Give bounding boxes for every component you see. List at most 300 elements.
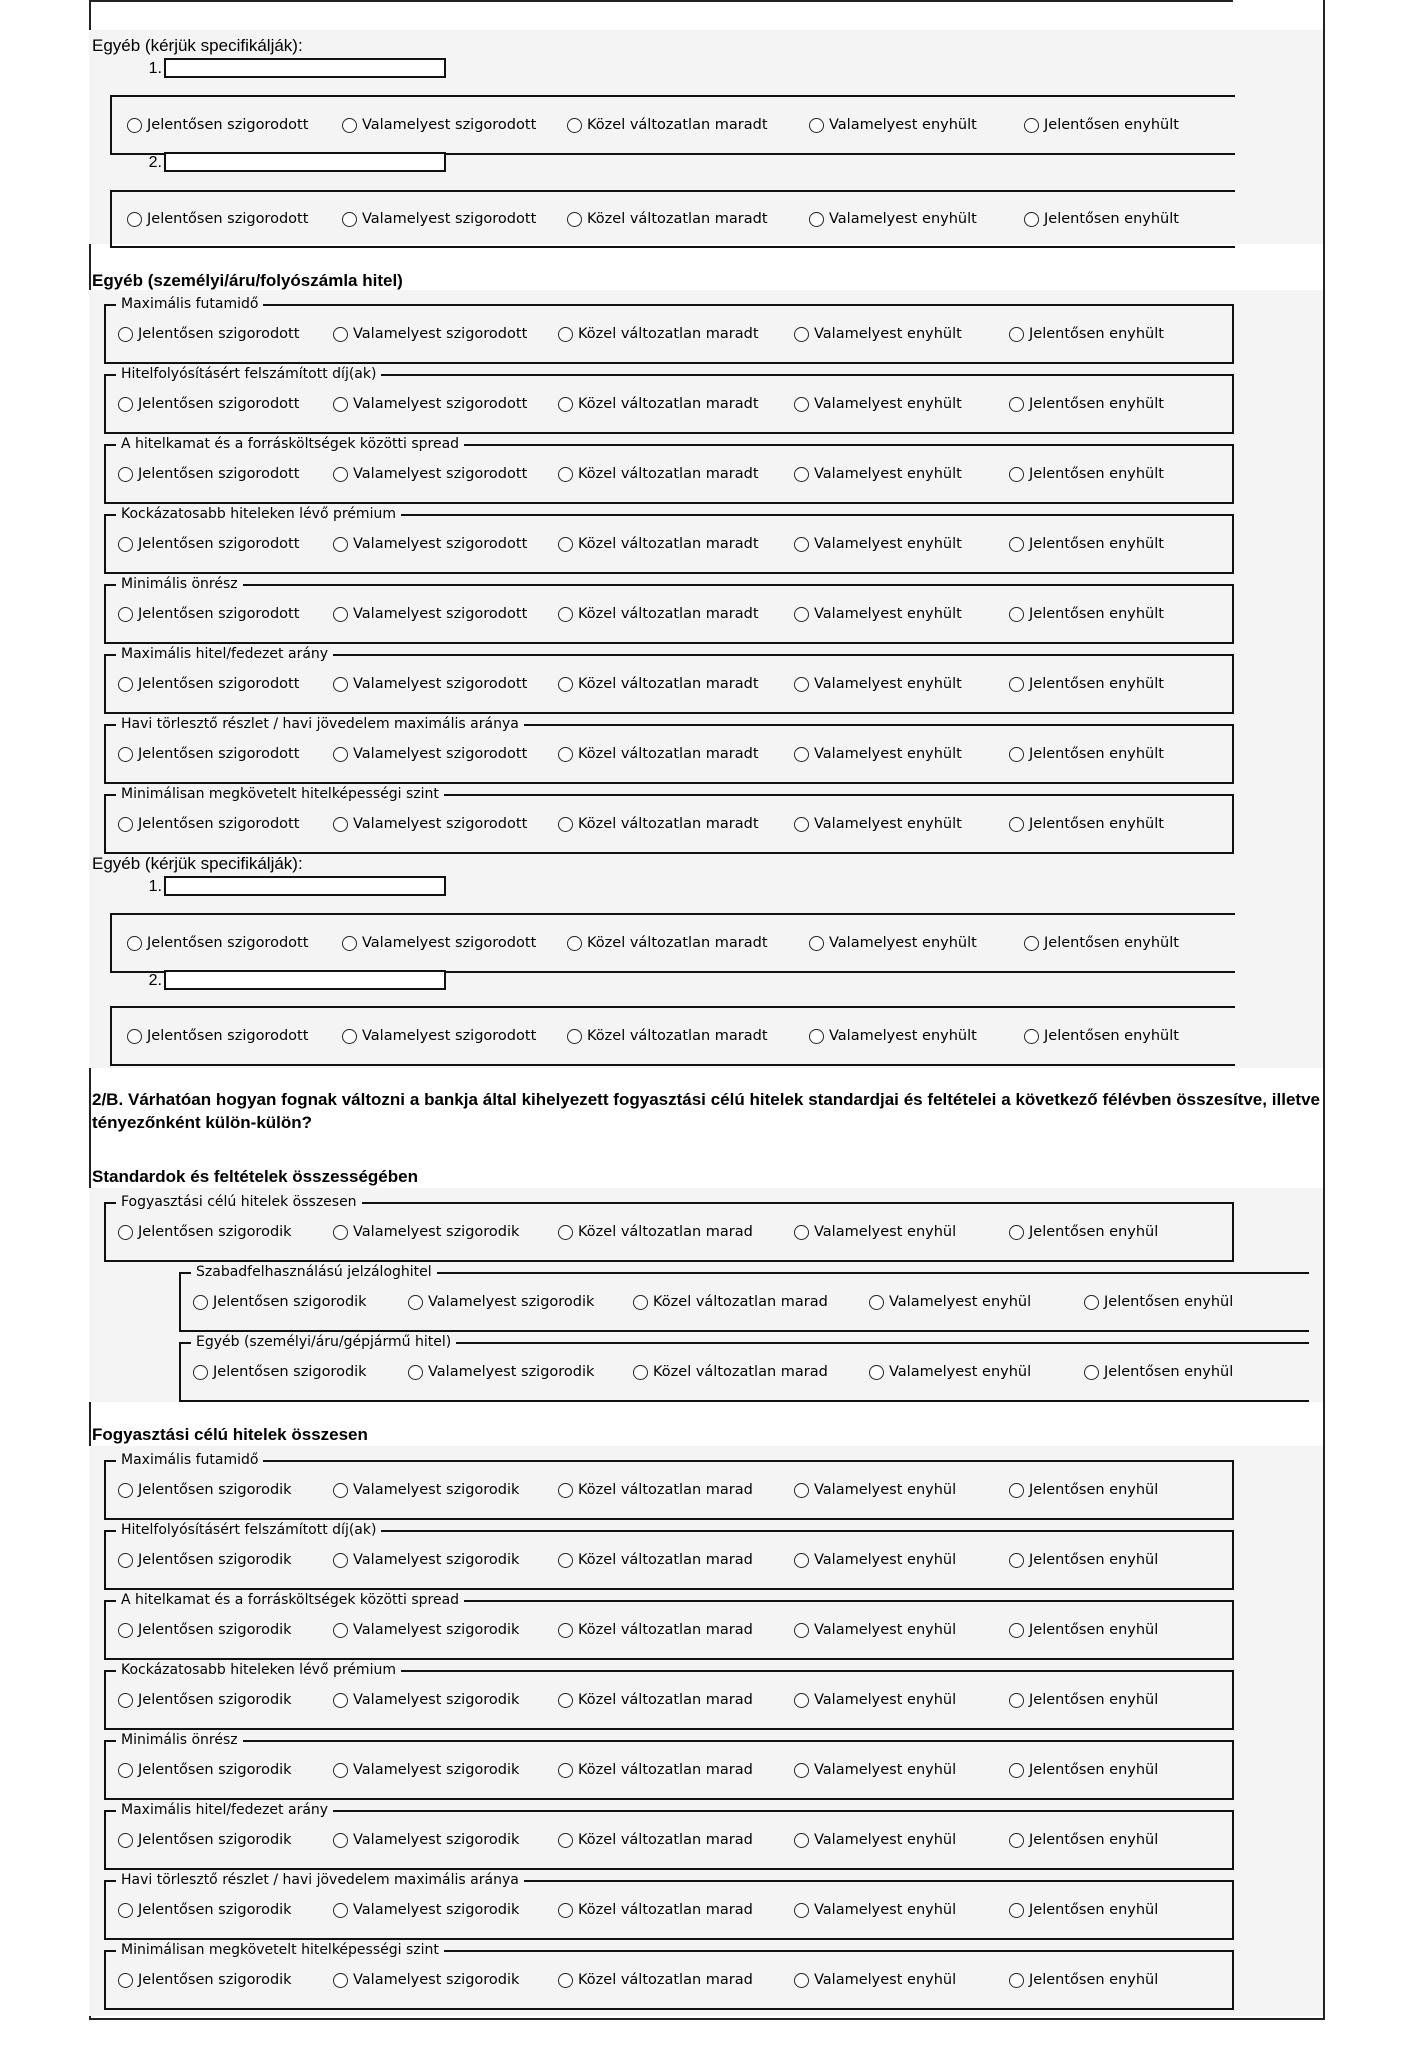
radio-circle-icon[interactable] [342,212,357,227]
radio-option[interactable] [1009,396,1164,412]
radio-option[interactable] [118,536,299,552]
radio-option-label: Közel változatlan marad [578,1482,753,1498]
radio-circle-icon[interactable] [567,1029,582,1044]
radio-option-label: Jelentősen szigorodott [138,326,300,342]
radio-option-label: Közel változatlan marad [578,1552,753,1568]
radio-option[interactable] [333,676,527,692]
radio-option-label: Valamelyest szigorodott [353,746,528,762]
radio-circle-icon[interactable] [794,467,809,482]
factor-group [104,296,1234,364]
radio-circle-icon[interactable] [1009,1483,1024,1498]
radio-circle-icon[interactable] [1009,1693,1024,1708]
radio-option[interactable] [333,606,527,622]
radio-circle-icon[interactable] [809,1029,824,1044]
radio-option[interactable] [558,326,759,342]
radio-circle-icon[interactable] [1009,677,1024,692]
radio-option[interactable] [794,396,962,412]
radio-circle-icon[interactable] [809,212,824,227]
radio-option-label: Közel változatlan maradt [578,606,759,622]
radio-option-label: Valamelyest szigorodik [428,1294,595,1310]
radio-option[interactable] [193,1294,367,1310]
radio-option[interactable] [118,466,299,482]
radio-option[interactable] [558,1902,753,1918]
radio-option[interactable] [794,676,962,692]
radio-option[interactable] [1024,1028,1179,1044]
radio-circle-icon[interactable] [1009,1763,1024,1778]
radio-circle-icon[interactable] [558,327,573,342]
radio-option[interactable] [558,1552,753,1568]
radio-option-label: Közel változatlan marad [578,1762,753,1778]
radio-option[interactable] [1009,1622,1158,1638]
radio-circle-icon[interactable] [118,607,133,622]
radio-circle-icon[interactable] [794,1903,809,1918]
group-legend: Hitelfolyósításért felszámított díj(ak) [116,1522,381,1538]
radio-circle-icon[interactable] [1024,212,1039,227]
other-specify-input-2[interactable] [164,970,446,990]
radio-option[interactable] [794,1692,956,1708]
radio-option[interactable] [1009,1482,1158,1498]
radio-option[interactable] [333,536,527,552]
radio-option-label: Valamelyest szigorodik [353,1552,520,1568]
radio-option[interactable] [567,1028,768,1044]
radio-circle-icon[interactable] [333,1903,348,1918]
radio-circle-icon[interactable] [1009,1225,1024,1240]
radio-option[interactable] [558,1692,753,1708]
radio-option[interactable] [794,1972,956,1988]
radio-option[interactable] [333,1972,519,1988]
radio-circle-icon[interactable] [127,212,142,227]
radio-circle-icon[interactable] [118,747,133,762]
radio-option-label: Közel változatlan marad [578,1972,753,1988]
radio-option[interactable] [1024,935,1179,951]
radio-circle-icon[interactable] [1009,467,1024,482]
radio-option[interactable] [1084,1294,1233,1310]
radio-circle-icon[interactable] [333,1225,348,1240]
radio-circle-icon[interactable] [869,1295,884,1310]
radio-circle-icon[interactable] [118,1225,133,1240]
radio-option-label: Valamelyest szigorodott [353,816,528,832]
radio-option-label: Jelentősen szigorodott [138,746,300,762]
radio-option[interactable] [118,1762,292,1778]
radio-option-label: Valamelyest szigorodott [353,676,528,692]
radio-option[interactable] [794,326,962,342]
radio-circle-icon[interactable] [333,1623,348,1638]
radio-circle-icon[interactable] [342,1029,357,1044]
radio-option[interactable] [558,816,759,832]
radio-option[interactable] [558,466,759,482]
radio-circle-icon[interactable] [1009,607,1024,622]
page-right-rule [1323,0,1325,2020]
question-2b: 2/B. Várhatóan hogyan fognak változni a bankja által kihelyezett fogyasztási célú hitelek standardjai és feltételei a következő félévben összesítve, illetve tényezőnként külön-külön? [92,1090,1320,1132]
radio-option[interactable] [408,1364,594,1380]
radio-circle-icon[interactable] [1009,397,1024,412]
radio-option[interactable] [118,1832,292,1848]
radio-option[interactable] [794,536,962,552]
radio-option[interactable] [1009,676,1164,692]
radio-circle-icon[interactable] [333,537,348,552]
radio-option[interactable] [1024,117,1179,133]
radio-circle-icon[interactable] [118,817,133,832]
other-specify-radio-group-1 [110,95,1235,155]
radio-circle-icon[interactable] [1084,1295,1099,1310]
radio-option-label: Közel változatlan marad [578,1224,753,1240]
group-legend: Minimálisan megkövetelt hitelképességi szint [116,786,444,802]
radio-circle-icon[interactable] [567,212,582,227]
radio-option[interactable] [794,816,962,832]
factor-group [104,366,1234,434]
radio-option-label: Jelentősen szigorodik [138,1224,292,1240]
radio-circle-icon[interactable] [333,747,348,762]
radio-circle-icon[interactable] [558,1225,573,1240]
radio-circle-icon[interactable] [558,1903,573,1918]
radio-option-label: Jelentősen szigorodott [138,396,300,412]
radio-option[interactable] [408,1294,594,1310]
radio-circle-icon[interactable] [633,1295,648,1310]
radio-circle-icon[interactable] [794,817,809,832]
radio-circle-icon[interactable] [558,747,573,762]
radio-option-label: Valamelyest enyhül [889,1294,1032,1310]
radio-option[interactable] [342,117,536,133]
radio-option[interactable] [567,211,768,227]
radio-circle-icon[interactable] [633,1365,648,1380]
radio-circle-icon[interactable] [333,1483,348,1498]
radio-circle-icon[interactable] [869,1365,884,1380]
radio-circle-icon[interactable] [333,817,348,832]
radio-option[interactable] [558,1972,753,1988]
section-consumer-total-heading: Fogyasztási célú hitelek összesen [92,1425,368,1444]
radio-option-label: Valamelyest szigorodik [353,1902,520,1918]
radio-circle-icon[interactable] [333,1693,348,1708]
radio-option[interactable] [1009,1832,1158,1848]
radio-circle-icon[interactable] [1009,1973,1024,1988]
radio-option[interactable] [333,326,527,342]
radio-circle-icon[interactable] [558,1833,573,1848]
radio-circle-icon[interactable] [118,1693,133,1708]
radio-circle-icon[interactable] [342,936,357,951]
radio-circle-icon[interactable] [333,677,348,692]
radio-option-label: Valamelyest enyhült [814,326,962,342]
radio-circle-icon[interactable] [567,118,582,133]
radio-circle-icon[interactable] [794,1833,809,1848]
radio-option[interactable] [118,1902,292,1918]
radio-option[interactable] [1009,1902,1158,1918]
other-specify-heading: Egyéb (kérjük specifikálják): [92,854,303,873]
radio-option[interactable] [333,746,527,762]
radio-option[interactable] [558,396,759,412]
radio-option[interactable] [567,935,768,951]
radio-circle-icon[interactable] [794,327,809,342]
radio-circle-icon[interactable] [1024,118,1039,133]
radio-option[interactable] [809,211,977,227]
radio-circle-icon[interactable] [558,467,573,482]
radio-option[interactable] [794,1622,956,1638]
radio-option[interactable] [333,396,527,412]
radio-option-label: Valamelyest szigorodik [353,1832,520,1848]
radio-option[interactable] [1024,211,1179,227]
radio-circle-icon[interactable] [794,677,809,692]
other-specify-input-2[interactable] [164,152,446,172]
radio-option-label: Valamelyest szigorodott [353,606,528,622]
radio-option[interactable] [558,1762,753,1778]
radio-circle-icon[interactable] [558,817,573,832]
radio-option-label: Valamelyest enyhül [814,1552,957,1568]
radio-option[interactable] [794,1224,956,1240]
radio-circle-icon[interactable] [558,1693,573,1708]
radio-circle-icon[interactable] [333,607,348,622]
radio-circle-icon[interactable] [794,1693,809,1708]
radio-option[interactable] [118,1552,292,1568]
radio-option-label: Jelentősen enyhül [1029,1832,1159,1848]
radio-option[interactable] [1009,606,1164,622]
radio-option[interactable] [333,1224,519,1240]
factor-group [104,506,1234,574]
radio-circle-icon[interactable] [1009,1623,1024,1638]
radio-option[interactable] [1009,746,1164,762]
radio-circle-icon[interactable] [567,936,582,951]
radio-circle-icon[interactable] [1024,1029,1039,1044]
radio-circle-icon[interactable] [558,397,573,412]
radio-option-label: Jelentősen szigorodik [138,1692,292,1708]
radio-circle-icon[interactable] [794,537,809,552]
radio-circle-icon[interactable] [558,537,573,552]
radio-option-label: Közel változatlan marad [578,1902,753,1918]
radio-option-label: Közel változatlan maradt [578,746,759,762]
radio-option[interactable] [127,935,308,951]
radio-circle-icon[interactable] [118,397,133,412]
radio-option[interactable] [567,117,768,133]
radio-option-label: Valamelyest enyhült [829,211,977,227]
radio-option[interactable] [333,1902,519,1918]
radio-option-label: Valamelyest szigorodott [362,211,537,227]
radio-circle-icon[interactable] [118,537,133,552]
radio-option[interactable] [333,1482,519,1498]
radio-circle-icon[interactable] [118,1553,133,1568]
radio-option[interactable] [1009,1552,1158,1568]
radio-option-label: Jelentősen enyhül [1029,1902,1159,1918]
radio-option[interactable] [558,1832,753,1848]
radio-option[interactable] [193,1364,367,1380]
radio-circle-icon[interactable] [333,1553,348,1568]
radio-option[interactable] [809,1028,977,1044]
radio-circle-icon[interactable] [794,1225,809,1240]
radio-circle-icon[interactable] [193,1365,208,1380]
radio-circle-icon[interactable] [127,1029,142,1044]
radio-circle-icon[interactable] [118,327,133,342]
factor-group [104,1662,1234,1730]
radio-option-label: Valamelyest szigorodik [353,1224,520,1240]
radio-option[interactable] [809,935,977,951]
radio-option-label: Valamelyest enyhült [829,117,977,133]
radio-option-label: Jelentősen enyhül [1029,1482,1159,1498]
radio-option[interactable] [1084,1364,1233,1380]
radio-circle-icon[interactable] [1009,817,1024,832]
radio-circle-icon[interactable] [127,936,142,951]
radio-circle-icon[interactable] [558,1623,573,1638]
radio-circle-icon[interactable] [1009,537,1024,552]
radio-circle-icon[interactable] [1084,1365,1099,1380]
radio-option[interactable] [1009,816,1164,832]
radio-circle-icon[interactable] [333,397,348,412]
radio-circle-icon[interactable] [794,1623,809,1638]
radio-option[interactable] [118,676,299,692]
radio-circle-icon[interactable] [342,118,357,133]
radio-option-label: Valamelyest szigorodik [428,1364,595,1380]
radio-circle-icon[interactable] [809,936,824,951]
radio-circle-icon[interactable] [1009,1553,1024,1568]
radio-option[interactable] [809,117,977,133]
radio-option[interactable] [1009,536,1164,552]
radio-option[interactable] [118,396,299,412]
other-specify-input-1[interactable] [164,876,446,896]
radio-circle-icon[interactable] [794,1553,809,1568]
radio-option[interactable] [1009,326,1164,342]
radio-circle-icon[interactable] [1009,747,1024,762]
radio-circle-icon[interactable] [193,1295,208,1310]
factor-group [104,646,1234,714]
factor-group [104,716,1234,784]
radio-option-label: Jelentősen enyhül [1104,1364,1234,1380]
radio-option[interactable] [342,1028,536,1044]
radio-option[interactable] [118,746,299,762]
radio-option-label: Közel változatlan marad [578,1832,753,1848]
radio-option[interactable] [127,211,308,227]
radio-circle-icon[interactable] [1009,1833,1024,1848]
radio-option[interactable] [558,606,759,622]
radio-circle-icon[interactable] [118,677,133,692]
radio-option[interactable] [333,1622,519,1638]
radio-option-label: Valamelyest enyhül [814,1832,957,1848]
radio-option[interactable] [558,746,759,762]
radio-option-label: Jelentősen enyhül [1029,1622,1159,1638]
radio-circle-icon[interactable] [558,1973,573,1988]
radio-option[interactable] [633,1294,828,1310]
radio-circle-icon[interactable] [794,1973,809,1988]
radio-option[interactable] [794,1902,956,1918]
radio-option[interactable] [1009,1692,1158,1708]
radio-circle-icon[interactable] [118,1483,133,1498]
radio-option[interactable] [558,676,759,692]
radio-circle-icon[interactable] [794,1763,809,1778]
radio-option-label: Jelentősen enyhül [1029,1762,1159,1778]
radio-option[interactable] [342,211,536,227]
radio-option[interactable] [118,1972,292,1988]
radio-option[interactable] [558,1482,753,1498]
radio-option[interactable] [1009,1972,1158,1988]
radio-option[interactable] [118,816,299,832]
radio-option[interactable] [794,466,962,482]
radio-circle-icon[interactable] [118,1623,133,1638]
radio-circle-icon[interactable] [558,1553,573,1568]
radio-circle-icon[interactable] [118,1833,133,1848]
radio-circle-icon[interactable] [118,467,133,482]
radio-option-label: Jelentősen szigorodik [138,1482,292,1498]
radio-circle-icon[interactable] [558,1483,573,1498]
radio-option[interactable] [127,1028,308,1044]
radio-circle-icon[interactable] [794,607,809,622]
radio-option[interactable] [127,117,308,133]
radio-circle-icon[interactable] [558,677,573,692]
radio-circle-icon[interactable] [1009,1903,1024,1918]
radio-option[interactable] [794,1552,956,1568]
radio-option[interactable] [794,746,962,762]
radio-circle-icon[interactable] [558,1763,573,1778]
radio-circle-icon[interactable] [558,607,573,622]
radio-option-label: Jelentősen enyhült [1029,326,1164,342]
radio-circle-icon[interactable] [333,327,348,342]
row-number: 2. [148,972,162,989]
radio-option[interactable] [794,606,962,622]
radio-option[interactable] [118,1692,292,1708]
radio-circle-icon[interactable] [809,118,824,133]
radio-option-label: Jelentősen enyhül [1029,1224,1159,1240]
radio-option-label: Valamelyest enyhült [814,676,962,692]
radio-option[interactable] [1009,1224,1158,1240]
radio-circle-icon[interactable] [794,747,809,762]
other-specify-input-1[interactable] [164,58,446,78]
radio-option[interactable] [869,1294,1031,1310]
radio-option[interactable] [794,1762,956,1778]
radio-option-label: Jelentősen enyhül [1029,1692,1159,1708]
radio-circle-icon[interactable] [408,1295,423,1310]
radio-option[interactable] [118,1224,292,1240]
radio-circle-icon[interactable] [1024,936,1039,951]
radio-option[interactable] [118,1622,292,1638]
radio-circle-icon[interactable] [333,467,348,482]
radio-circle-icon[interactable] [794,397,809,412]
radio-option-label: Közel változatlan marad [578,1622,753,1638]
radio-option[interactable] [558,536,759,552]
radio-option-label: Valamelyest enyhül [814,1692,957,1708]
radio-option-label: Jelentősen szigorodott [147,935,309,951]
radio-option-label: Jelentősen szigorodik [213,1364,367,1380]
radio-option[interactable] [333,1832,519,1848]
radio-option[interactable] [118,1482,292,1498]
radio-option[interactable] [869,1364,1031,1380]
radio-option[interactable] [558,1622,753,1638]
radio-circle-icon[interactable] [333,1833,348,1848]
row-number: 2. [148,154,162,171]
radio-option[interactable] [333,1692,519,1708]
radio-option[interactable] [118,326,299,342]
radio-circle-icon[interactable] [127,118,142,133]
radio-option[interactable] [794,1482,956,1498]
radio-option-label: Jelentősen enyhült [1029,396,1164,412]
radio-option[interactable] [333,816,527,832]
radio-option-label: Jelentősen enyhült [1029,606,1164,622]
radio-circle-icon[interactable] [118,1973,133,1988]
radio-option[interactable] [794,1832,956,1848]
radio-option[interactable] [1009,1762,1158,1778]
radio-circle-icon[interactable] [118,1763,133,1778]
radio-option[interactable] [342,935,536,951]
radio-option-label: Valamelyest szigorodik [353,1692,520,1708]
radio-option[interactable] [333,1552,519,1568]
radio-option[interactable] [333,466,527,482]
radio-circle-icon[interactable] [1009,327,1024,342]
radio-circle-icon[interactable] [333,1973,348,1988]
radio-option[interactable] [633,1364,828,1380]
radio-circle-icon[interactable] [333,1763,348,1778]
radio-option-label: Jelentősen szigorodik [138,1832,292,1848]
radio-option[interactable] [558,1224,753,1240]
radio-circle-icon[interactable] [118,1903,133,1918]
radio-option[interactable] [1009,466,1164,482]
radio-circle-icon[interactable] [408,1365,423,1380]
radio-option[interactable] [118,606,299,622]
radio-option-label: Jelentősen szigorodott [147,211,309,227]
radio-option[interactable] [333,1762,519,1778]
radio-circle-icon[interactable] [794,1483,809,1498]
